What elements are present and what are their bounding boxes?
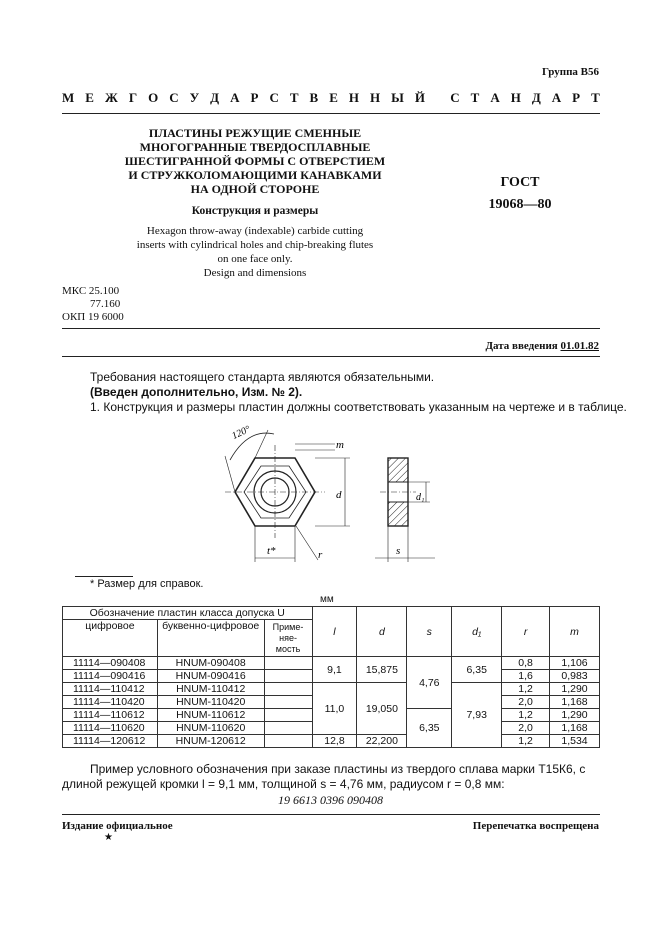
clause-1: 1. Конструкция и размеры пластин должны соответствовать указанным на чертеже и в таблице. xyxy=(90,400,627,414)
cell-note xyxy=(264,683,312,696)
insert-drawing xyxy=(210,420,450,570)
cell-m: 1,106 xyxy=(550,657,600,670)
english-title-line: inserts with cylindrical holes and chip-breaking flutes xyxy=(136,239,374,251)
col-note-header: Приме- няе- мость xyxy=(264,620,312,657)
cell-alpha: HNUM-120612 xyxy=(157,735,264,748)
cell-m: 0,983 xyxy=(550,670,600,683)
banner-letter: Н xyxy=(510,90,521,105)
english-title-line: on one face only. xyxy=(217,253,293,265)
footnote: * Размер для справок. xyxy=(90,578,204,590)
standard-banner xyxy=(62,90,600,106)
cell-digital: 11114—110620 xyxy=(63,722,158,735)
cell-note xyxy=(264,670,312,683)
cell-s: 4,76 xyxy=(407,657,452,709)
cell-digital: 11114—090416 xyxy=(63,670,158,683)
table-row xyxy=(63,657,600,670)
document-subtitle: Конструкция и размеры xyxy=(191,205,319,217)
cell-alpha: HNUM-110412 xyxy=(157,683,264,696)
mks-code-2: 77.160 xyxy=(90,298,121,310)
cell-note xyxy=(264,657,312,670)
banner-letter: А xyxy=(490,90,500,105)
banner-letter: М xyxy=(62,90,75,105)
s-label: s xyxy=(396,545,401,557)
header-rule xyxy=(62,113,600,114)
cell-r: 1,2 xyxy=(502,683,550,696)
banner-letter: Т xyxy=(470,90,480,105)
cell-note xyxy=(264,709,312,722)
banner-letter: Н xyxy=(369,90,381,105)
cell-m: 1,290 xyxy=(550,709,600,722)
effective-date-value: 01.01.82 xyxy=(560,340,599,352)
banner-letter xyxy=(436,90,439,106)
col-r-header: r xyxy=(502,607,550,657)
col-l-header: l xyxy=(312,607,357,657)
col-digital-header: цифровое xyxy=(63,620,158,657)
cell-alpha: HNUM-110620 xyxy=(157,722,264,735)
t-label: t* xyxy=(267,545,276,557)
col-d1-header: d₁ xyxy=(452,607,502,657)
date-rule xyxy=(62,356,600,357)
gost-code: 19068—80 xyxy=(488,197,552,212)
group-label: Группа В56 xyxy=(541,66,599,78)
order-example-code: 19 6613 0396 090408 xyxy=(278,793,383,807)
col-m-header: m xyxy=(550,607,600,657)
banner-letter: С xyxy=(450,90,460,105)
cell-note xyxy=(264,722,312,735)
classification-codes xyxy=(62,285,124,324)
col-alpha-header: буквенно-цифровое xyxy=(157,620,264,657)
r-label: r xyxy=(318,549,323,561)
cell-alpha: HNUM-110420 xyxy=(157,696,264,709)
cell-digital: 11114—110412 xyxy=(63,683,158,696)
banner-letter: Ж xyxy=(104,90,118,105)
cell-d1: 6,35 xyxy=(452,657,502,683)
cell-m: 1,168 xyxy=(550,696,600,709)
title-line: МНОГОГРАННЫЕ ТВЕРДОСПЛАВНЫЕ xyxy=(139,140,371,154)
mandatory-note: Требования настоящего стандарта являются обязательными. xyxy=(90,370,435,384)
banner-letter: Й xyxy=(414,90,425,105)
cell-d1: 7,93 xyxy=(452,683,502,748)
cell-digital: 11114—090408 xyxy=(63,657,158,670)
banner-letter: Т xyxy=(289,90,299,105)
cell-r: 2,0 xyxy=(502,696,550,709)
amendment-note: (Введен дополнительно, Изм. № 2). xyxy=(90,385,303,399)
cell-r: 1,6 xyxy=(502,670,550,683)
d-label: d xyxy=(336,489,342,501)
cell-digital: 11114—110612 xyxy=(63,709,158,722)
banner-letter: Е xyxy=(85,90,94,105)
cell-note xyxy=(264,735,312,748)
title-line: ПЛАСТИНЫ РЕЖУЩИЕ СМЕННЫЕ xyxy=(148,126,362,140)
front-view xyxy=(225,424,350,562)
gost-label: ГОСТ xyxy=(500,175,540,190)
banner-letter: А xyxy=(230,90,240,105)
title-line: И СТРУЖКОЛОМАЮЩИМИ КАНАВКАМИ xyxy=(128,168,382,182)
banner-letter: Н xyxy=(348,90,359,105)
cell-r: 1,2 xyxy=(502,735,550,748)
table-row xyxy=(63,683,600,696)
dimensions-table xyxy=(62,606,600,748)
reprint-prohibited: Перепечатка воспрещена xyxy=(472,820,599,832)
cell-d: 22,200 xyxy=(357,735,407,748)
table-group-header: Обозначение пластин класса допуска U xyxy=(63,607,313,620)
cell-d: 15,875 xyxy=(357,657,407,683)
okp-code: ОКП 19 6000 xyxy=(62,311,124,323)
cell-r: 1,2 xyxy=(502,709,550,722)
cell-r: 2,0 xyxy=(502,722,550,735)
gost-number xyxy=(470,172,570,216)
banner-letter: В xyxy=(309,90,319,105)
table-row xyxy=(63,735,600,748)
angle-label: 120° xyxy=(230,423,253,442)
cell-digital: 11114—110420 xyxy=(63,696,158,709)
banner-letter: С xyxy=(269,90,279,105)
banner-letter: Е xyxy=(329,90,338,105)
cell-digital: 11114—120612 xyxy=(63,735,158,748)
document-title xyxy=(110,126,400,196)
cell-alpha: HNUM-110612 xyxy=(157,709,264,722)
english-title-line: Hexagon throw-away (indexable) carbide cutting xyxy=(146,225,364,237)
star-icon: ★ xyxy=(104,832,113,843)
english-title-line: Design and dimensions xyxy=(203,267,307,279)
banner-letter: А xyxy=(551,90,562,105)
cell-l: 11,0 xyxy=(312,683,357,735)
title-line: ШЕСТИГРАННОЙ ФОРМЫ С ОТВЕРСТИЕМ xyxy=(124,154,386,168)
effective-date-label: Дата введения xyxy=(485,340,558,352)
cell-m: 1,168 xyxy=(550,722,600,735)
cell-s: 6,35 xyxy=(407,709,452,748)
cell-r: 0,8 xyxy=(502,657,550,670)
footer-rule xyxy=(62,814,600,815)
footnote-rule xyxy=(75,576,133,577)
banner-letter: Р xyxy=(572,90,581,105)
mks-code-1: МКС 25.100 xyxy=(62,285,120,297)
cell-alpha: HNUM-090408 xyxy=(157,657,264,670)
cell-d: 19,050 xyxy=(357,683,407,735)
banner-letter: Г xyxy=(128,90,138,105)
banner-letter: У xyxy=(189,90,200,105)
order-example: Пример условного обозначения при заказе пластины из твердого сплава марки Т15К6, с длиной режущей кромки l = 9,1 мм, толщиной s = 4,76 мм, радиусом r = 0,8 мм: xyxy=(62,762,586,791)
cell-m: 1,290 xyxy=(550,683,600,696)
cell-m: 1,534 xyxy=(550,735,600,748)
effective-date xyxy=(485,340,599,352)
title-line: НА ОДНОЙ СТОРОНЕ xyxy=(190,182,320,196)
d1-label: d₁ xyxy=(416,492,425,503)
banner-letter: С xyxy=(169,90,179,105)
banner-letter: Д xyxy=(210,90,220,105)
banner-letter: Д xyxy=(531,90,541,105)
cell-l: 12,8 xyxy=(312,735,357,748)
english-title xyxy=(110,224,400,280)
unit-label: мм xyxy=(320,594,334,605)
side-view xyxy=(375,458,435,562)
banner-letter: Т xyxy=(591,90,600,105)
cell-alpha: HNUM-090416 xyxy=(157,670,264,683)
official-edition: Издание официальное xyxy=(62,820,173,832)
codes-rule xyxy=(62,328,600,329)
cell-l: 9,1 xyxy=(312,657,357,683)
col-s-header: s xyxy=(407,607,452,657)
m-label: m xyxy=(336,439,344,451)
banner-letter: О xyxy=(148,90,159,105)
cell-note xyxy=(264,696,312,709)
banner-letter: Р xyxy=(250,90,259,105)
banner-letter: Ы xyxy=(391,90,404,105)
col-d-header: d xyxy=(357,607,407,657)
